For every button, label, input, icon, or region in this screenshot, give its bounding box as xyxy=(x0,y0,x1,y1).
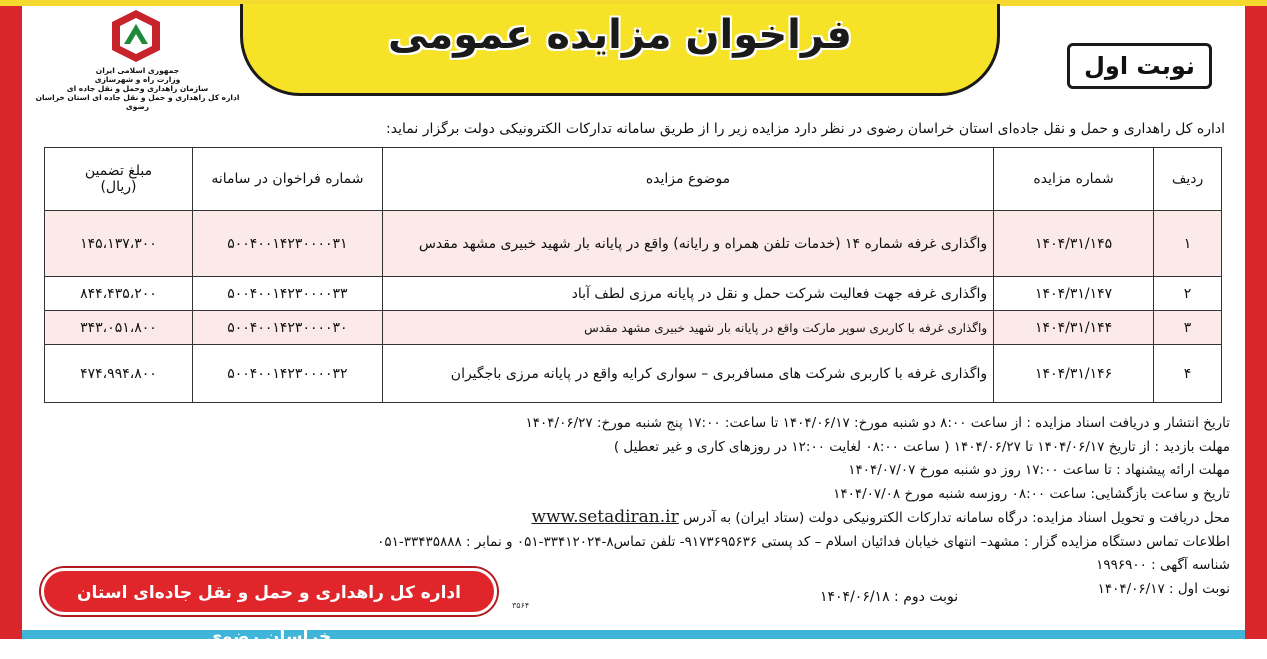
page-title: فراخوان مزایده عمومی xyxy=(388,12,852,58)
header-subject: موضوع مزایده xyxy=(382,148,993,211)
cell-auction-number: ۱۴۰۴/۳۱/۱۴۵ xyxy=(994,211,1154,277)
logo-line: اداره کل راهداری و حمل و نقل جاده ای استان خراسان رضوی xyxy=(35,93,240,111)
opening-info: تاریخ و ساعت بازگشایی: ساعت ۰۸:۰۰ روزسه شنبه مورخ ۱۴۰۴/۰۷/۰۸ xyxy=(833,485,1230,502)
first-round-label: نوبت اول : xyxy=(1169,580,1230,597)
cell-row-no: ۳ xyxy=(1154,311,1222,345)
setadiran-link[interactable]: www.setadiran.ir xyxy=(531,507,679,527)
cell-subject: واگذاری غرفه جهت فعالیت شرکت حمل و نقل در پایانه مرزی لطف آباد xyxy=(382,277,993,311)
cell-auction-number: ۱۴۰۴/۳۱/۱۴۴ xyxy=(994,311,1154,345)
first-round-badge: نوبت اول xyxy=(1067,43,1212,89)
header-guarantee-label: مبلغ تضمین xyxy=(84,163,153,179)
cell-system-number: ۵۰۰۴۰۰۱۴۲۳۰۰۰۰۳۳ xyxy=(192,277,382,311)
offer-deadline: مهلت ارائه پیشنهاد : تا ساعت ۱۷:۰۰ روز دو شنبه مورخ ۱۴۰۴/۰۷/۰۷ xyxy=(848,462,1230,478)
cell-guarantee: ۴۷۴،۹۹۴،۸۰۰ xyxy=(45,345,193,403)
ad-id-label: شناسه آگهی : xyxy=(1151,557,1230,573)
delivery-text: محل دریافت و تحویل اسناد مزایده: درگاه سامانه تدارکات الکترونیکی دولت (ستاد ایران) به آدرس xyxy=(683,510,1230,526)
bottom-stripe xyxy=(22,630,1245,639)
title-banner xyxy=(240,4,1000,96)
header-row-no: ردیف xyxy=(1154,148,1222,211)
cell-guarantee: ۱۴۵،۱۳۷،۳۰۰ xyxy=(45,211,193,277)
first-round-date: ۱۴۰۴/۰۶/۱۷ xyxy=(1097,580,1165,597)
logo-line: وزارت راه و شهرسازی xyxy=(94,75,181,84)
intro-paragraph: اداره کل راهداری و حمل و نقل جاده‌ای استان خراسان رضوی در نظر دارد مزایده زیر را از طریق سامانه تدارکات الکترونیکی دولت برگزار نماید: xyxy=(386,121,1225,137)
logo-line: سازمان راهداری وحمل و نقل جاده ای xyxy=(66,84,209,93)
organization-name xyxy=(30,66,245,111)
header-guarantee xyxy=(45,148,193,211)
footer-code: ۳۵۶۴ xyxy=(512,601,530,610)
table-row xyxy=(45,345,1222,403)
logo-line: جمهوری اسلامی ایران xyxy=(95,66,180,75)
table-row xyxy=(45,211,1222,277)
cell-guarantee: ۸۴۴،۴۳۵،۲۰۰ xyxy=(45,277,193,311)
cell-row-no: ۲ xyxy=(1154,277,1222,311)
cell-subject: واگذاری غرفه شماره ۱۴ (خدمات تلفن همراه و رایانه) واقع در پایانه بار شهید خبیری مشهد مقدس xyxy=(382,211,993,277)
cell-auction-number: ۱۴۰۴/۳۱/۱۴۶ xyxy=(994,345,1154,403)
header-auction-number: شماره مزایده xyxy=(994,148,1154,211)
table-row xyxy=(45,277,1222,311)
cell-system-number: ۵۰۰۴۰۰۱۴۲۳۰۰۰۰۳۲ xyxy=(192,345,382,403)
visit-info: مهلت بازدید : از تاریخ ۱۴۰۴/۰۶/۱۷ تا ۱۴۰۴/۰۶/۲۷ ( ساعت ۰۸:۰۰ لغایت ۱۲:۰۰ در روزهای کاری و غیر تعطیل ) xyxy=(613,438,1230,455)
cell-subject: واگذاری غرفه با کاربری شرکت های مسافربری – سواری کرایه واقع در پایانه مرزی باجگیران xyxy=(382,345,993,403)
table-header-row xyxy=(45,148,1222,211)
delivery-info xyxy=(40,506,1230,531)
organization-footer-badge: اداره کل راهداری و حمل و نقل جاده‌ای استان خراسان رضوی xyxy=(41,568,497,615)
cell-auction-number: ۱۴۰۴/۳۱/۱۴۷ xyxy=(994,277,1154,311)
organization-logo-block xyxy=(30,6,245,114)
road-org-logo-icon xyxy=(110,8,162,64)
ad-id-value: ۱۹۹۶۹۰۰ xyxy=(1096,557,1147,573)
publish-info: تاریخ انتشار و دریافت اسناد مزایده : از ساعت ۸:۰۰ دو شنبه مورخ: ۱۴۰۴/۰۶/۱۷ تا ساعت: ۱۷:۰۰ پنج شنبه مورخ: ۱۴۰۴/۰۶/۲۷ xyxy=(525,415,1230,431)
cell-system-number: ۵۰۰۴۰۰۱۴۲۳۰۰۰۰۳۱ xyxy=(192,211,382,277)
table-row xyxy=(45,311,1222,345)
cell-guarantee: ۳۴۳،۰۵۱،۸۰۰ xyxy=(45,311,193,345)
contact-info: اطلاعات تماس دستگاه مزایده گزار : مشهد– انتهای خیابان فدائیان اسلام – کد پستی ۹۱۷۳۶۹۵۶۳۶- تلفن تماس۸-۳۳۴۱۲۰۲۴-۰۵۱ و نمابر : ۳۳۴۳۵۸۸۸-۰۵۱ xyxy=(377,533,1230,550)
cell-system-number: ۵۰۰۴۰۰۱۴۲۳۰۰۰۰۳۰ xyxy=(192,311,382,345)
second-round-line xyxy=(820,589,958,605)
header-system-number: شماره فراخوان در سامانه xyxy=(192,148,382,211)
cell-subject: واگذاری غرفه با کاربری سوپر مارکت واقع در پایانه بار شهید خبیری مشهد مقدس xyxy=(382,311,993,345)
second-round-label: نوبت دوم : xyxy=(894,589,959,605)
auction-table xyxy=(44,147,1222,403)
header-guarantee-unit: (ریال) xyxy=(100,179,137,195)
cell-row-no: ۱ xyxy=(1154,211,1222,277)
second-round-date: ۱۴۰۴/۰۶/۱۸ xyxy=(820,589,890,605)
cell-row-no: ۴ xyxy=(1154,345,1222,403)
